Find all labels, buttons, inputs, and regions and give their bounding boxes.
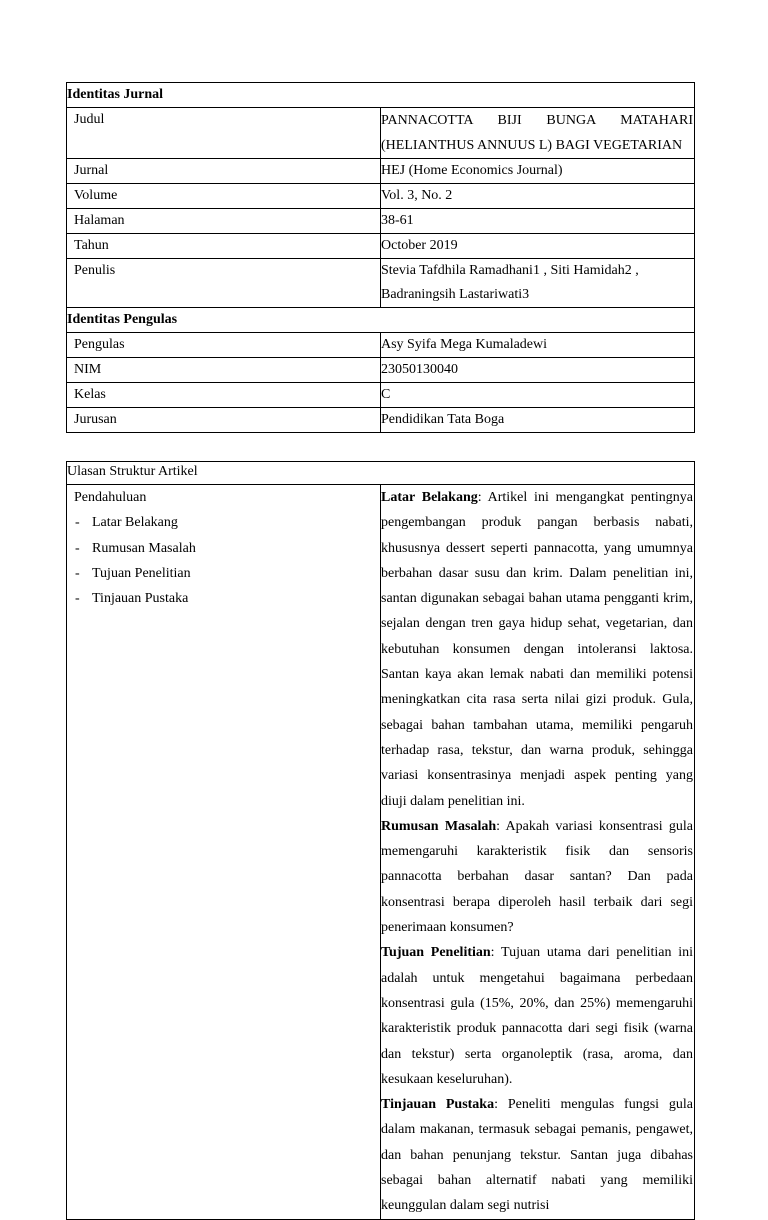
section-row-journal (67, 83, 695, 108)
review-header-row (67, 462, 695, 485)
row-value: PANNACOTTA BIJI BUNGA MATAHARI (HELIANTHUS ANNUUS L) BAGI VEGETARIAN (381, 108, 695, 159)
paragraph-tinjauan-pustaka (381, 1092, 693, 1218)
row-value: Pendidikan Tata Boga (381, 408, 695, 433)
list-item (74, 561, 380, 586)
list-item (74, 586, 380, 611)
table-row-penulis (67, 259, 695, 308)
row-label: Halaman (67, 209, 381, 234)
row-value: Vol. 3, No. 2 (381, 184, 695, 209)
row-value: 23050130040 (381, 358, 695, 383)
row-value: Stevia Tafdhila Ramadhani1 , Siti Hamidah2 , Badraningsih Lastariwati3 (381, 259, 695, 308)
table-row-halaman (67, 209, 695, 234)
paragraph-title: Latar Belakang (381, 490, 478, 505)
table-row-judul (67, 108, 695, 159)
row-label: Pengulas (67, 333, 381, 358)
row-label: Volume (67, 184, 381, 209)
review-header: Ulasan Struktur Artikel (67, 462, 695, 485)
table-row-pengulas (67, 333, 695, 358)
section-title-journal: Identitas Jurnal (67, 83, 695, 108)
list-item-label: Rumusan Masalah (92, 540, 196, 556)
paragraph-text: : Peneliti mengulas fungsi gula dalam makanan, termasuk sebagai pemanis, pengawet, dan bahan penunjang tekstur. Santan juga dibahas sebagai bahan alternatif nabati yang memiliki keunggulan dalam segi nutrisi (381, 1097, 694, 1214)
dash-marker: - (75, 515, 80, 531)
review-body-row (67, 485, 695, 1220)
row-label: NIM (67, 358, 381, 383)
table-row-volume (67, 184, 695, 209)
list-item-label: Latar Belakang (92, 515, 178, 531)
paragraph-tujuan-penelitian (381, 940, 693, 1092)
table-row-nim (67, 358, 695, 383)
row-value: 38-61 (381, 209, 695, 234)
row-label: Jurnal (67, 159, 381, 184)
paragraph-text: : Artikel ini mengangkat pentingnya pengembangan produk pangan berbasis nabati, khususnya dessert seperti pannacotta, yang umumnya berbahan dasar susu dan krim. Dalam penelitian ini, santan digunakan sebagai bahan utama pengganti krim, sejalan dengan tren gaya hidup sehat, vegetarian, dan kebutuhan konsumen dengan intoleransi laktosa. Santan kaya akan lemak nabati dan memiliki potensi meningkatkan cita rasa serta nilai gizi produk. Gula, sebagai bahan tambahan utama, memiliki pengaruh terhadap rasa, tekstur, dan warna produk, sehingga variasi konsentrasinya menjadi aspek penting yang diuji dalam penelitian ini. (381, 490, 693, 809)
identity-table (66, 82, 695, 433)
paragraph-title: Rumusan Masalah (381, 818, 497, 834)
paragraph-latar-belakang (381, 485, 693, 814)
paragraph-title: Tujuan Penelitian (381, 945, 491, 961)
dash-marker: - (75, 540, 80, 556)
row-value: C (381, 383, 695, 408)
section-row-reviewer (67, 308, 695, 333)
table-row-jurusan (67, 408, 695, 433)
review-content (381, 485, 695, 1220)
row-label: Penulis (67, 259, 381, 308)
subsection-list (74, 510, 380, 611)
table-row-kelas (67, 383, 695, 408)
dash-marker: - (75, 565, 80, 581)
row-value: October 2019 (381, 234, 695, 259)
row-label: Kelas (67, 383, 381, 408)
review-table (66, 461, 695, 1220)
paragraph-rumusan-masalah (381, 814, 693, 940)
dash-marker: - (75, 591, 80, 607)
paragraph-title: Tinjauan Pustaka (381, 1097, 495, 1113)
row-label: Judul (67, 108, 381, 159)
paragraph-text: : Apakah variasi konsentrasi gula memengaruhi karakteristik fisik dan sensoris pannacotta berbahan dasar santan? Dan pada konsentrasi berapa diperoleh hasil terbaik dari segi penerimaan konsumen? (381, 818, 694, 936)
list-item-label: Tujuan Penelitian (92, 565, 191, 581)
table-row-tahun (67, 234, 695, 259)
section-title-reviewer: Identitas Pengulas (67, 308, 695, 333)
row-label: Jurusan (67, 408, 381, 433)
row-value: HEJ (Home Economics Journal) (381, 159, 695, 184)
list-item (74, 510, 380, 535)
row-label: Tahun (67, 234, 381, 259)
list-item-label: Tinjauan Pustaka (92, 591, 189, 607)
row-value: Asy Syifa Mega Kumaladewi (381, 333, 695, 358)
review-section-list (67, 485, 381, 1220)
paragraph-text: : Tujuan utama dari penelitian ini adalah untuk mengetahui bagaimana perbedaan konsentrasi gula (15%, 20%, dan 25%) memengaruhi karakteristik produk pannacotta dari segi fisik (warna dan tekstur) serta organoleptik (rasa, aroma, dan kesukaan keseluruhan). (381, 945, 693, 1087)
section-heading-pendahuluan: Pendahuluan (74, 490, 147, 505)
list-item (74, 536, 380, 561)
table-row-jurnal (67, 159, 695, 184)
